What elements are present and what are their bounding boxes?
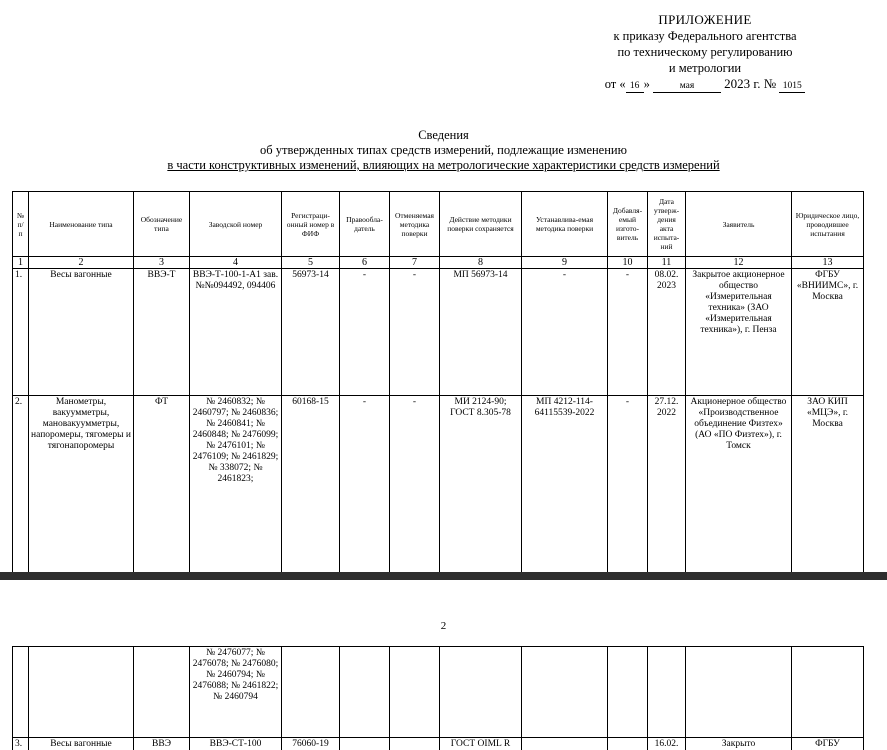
col-number: 11 <box>648 257 686 269</box>
cancelled-method: - <box>390 396 440 573</box>
type-name: Манометры, вакуумметры, мановакуумметры, напоромеры, тягомеры и тягонапоромеры <box>29 396 134 573</box>
cancelled-method <box>390 738 440 750</box>
title-line-2: об утвержденных типах средств измерений, подлежащие изменению <box>260 143 627 157</box>
table-row <box>13 269 864 396</box>
type-designation: ФТ <box>134 396 190 573</box>
registry-number <box>282 647 340 738</box>
order-month: мая <box>653 80 721 93</box>
registry-number: 56973-14 <box>282 269 340 396</box>
col-number: 10 <box>608 257 648 269</box>
col-number: 9 <box>522 257 608 269</box>
order-year: 2023 г. № <box>724 76 777 91</box>
testing-entity <box>792 647 864 738</box>
row-number: 2. <box>13 396 29 573</box>
order-number: 1015 <box>779 80 805 93</box>
table-row <box>13 738 864 750</box>
header-cell: Регистраци-онный номер в ФИФ <box>282 192 340 257</box>
page-number: 2 <box>440 620 447 632</box>
page-divider <box>0 572 887 580</box>
header-cell: Обозначение типа <box>134 192 190 257</box>
column-number-row <box>13 257 864 269</box>
header-cell: Юридическое лицо, проводившее испытания <box>792 192 864 257</box>
serial-numbers: № 2460832; № 2460797; № 2460836; № 2460841; № 2460848; № 2476099; № 2476101; № 2476109; № 2461829; № 338072; № 2461823; <box>190 396 282 573</box>
col-number: 6 <box>340 257 390 269</box>
row-number <box>13 647 29 738</box>
order-day: 16 <box>626 80 644 93</box>
document-title <box>0 128 887 173</box>
document-page-2 <box>0 580 887 750</box>
table-header-row <box>13 192 864 257</box>
header-cell: № п/ п <box>13 192 29 257</box>
header-cell: Устанавлива-емая методика поверки <box>522 192 608 257</box>
serial-numbers: ВВЭ-СТ-100 <box>190 738 282 750</box>
appendix-line: к приказу Федерального агентства <box>613 29 797 43</box>
cancelled-method <box>390 647 440 738</box>
approval-date: 16.02. <box>648 738 686 750</box>
type-name: Весы вагонные <box>29 269 134 396</box>
applicant <box>686 647 792 738</box>
table-row <box>13 647 864 738</box>
right-holder <box>340 647 390 738</box>
new-method <box>522 738 608 750</box>
col-number: 2 <box>29 257 134 269</box>
right-holder <box>340 738 390 750</box>
kept-method <box>440 647 522 738</box>
cancelled-method: - <box>390 269 440 396</box>
col-number: 1 <box>13 257 29 269</box>
header-cell: Правообла-датель <box>340 192 390 257</box>
date-prefix: от « <box>604 77 626 91</box>
kept-method: МИ 2124-90; ГОСТ 8.305-78 <box>440 396 522 573</box>
instruments-table-continued <box>12 646 864 750</box>
appendix-line: по техническому регулированию <box>617 45 793 59</box>
order-date-line <box>560 76 850 93</box>
type-designation: ВВЭ-Т <box>134 269 190 396</box>
col-number: 4 <box>190 257 282 269</box>
registry-number: 76060-19 <box>282 738 340 750</box>
applicant: Закрыто <box>686 738 792 750</box>
serial-numbers: № 2476077; № 2476078; № 2476080; № 2460794; № 2476088; № 2461822; № 2460794 <box>190 647 282 738</box>
testing-entity: ФГБУ <box>792 738 864 750</box>
header-cell: Добавля-емый изгото-витель <box>608 192 648 257</box>
instruments-table <box>12 191 864 572</box>
appendix-heading: ПРИЛОЖЕНИЕ <box>658 12 752 27</box>
header-cell: Наименование типа <box>29 192 134 257</box>
added-manufacturer: - <box>608 396 648 573</box>
header-cell: Заявитель <box>686 192 792 257</box>
header-cell: Заводской номер <box>190 192 282 257</box>
applicant: Закрытое акционерное общество «Измерительная техника» (ЗАО «Измерительная техника»), г. Пенза <box>686 269 792 396</box>
kept-method: МП 56973-14 <box>440 269 522 396</box>
right-holder: - <box>340 396 390 573</box>
new-method <box>522 647 608 738</box>
registry-number: 60168-15 <box>282 396 340 573</box>
added-manufacturer <box>608 647 648 738</box>
type-name: Весы вагонные <box>29 738 134 750</box>
added-manufacturer <box>608 738 648 750</box>
kept-method: ГОСТ OIML R <box>440 738 522 750</box>
applicant: Акционерное общество «Производственное объединение Физтех» (АО «ПО Физтех»), г. Томск <box>686 396 792 573</box>
added-manufacturer: - <box>608 269 648 396</box>
header-cell: Действие методики поверки сохраняется <box>440 192 522 257</box>
header-cell: Отменяемая методика поверки <box>390 192 440 257</box>
col-number: 7 <box>390 257 440 269</box>
appendix-block <box>560 12 850 93</box>
col-number: 13 <box>792 257 864 269</box>
appendix-line: и метрологии <box>668 61 742 75</box>
new-method: МП 4212-114-64115539-2022 <box>522 396 608 573</box>
right-holder: - <box>340 269 390 396</box>
row-number: 3. <box>13 738 29 750</box>
col-number: 3 <box>134 257 190 269</box>
testing-entity: ФГБУ «ВНИИМС», г. Москва <box>792 269 864 396</box>
header-cell: Дата утверж-дения акта испыта-ний <box>648 192 686 257</box>
col-number: 5 <box>282 257 340 269</box>
col-number: 8 <box>440 257 522 269</box>
serial-numbers: ВВЭ-Т-100-1-А1 зав. №№094492, 094406 <box>190 269 282 396</box>
testing-entity: ЗАО КИП «МЦЭ», г. Москва <box>792 396 864 573</box>
row-number: 1. <box>13 269 29 396</box>
approval-date: 27.12. 2022 <box>648 396 686 573</box>
type-designation: ВВЭ <box>134 738 190 750</box>
approval-date: 08.02. 2023 <box>648 269 686 396</box>
title-line-3: в части конструктивных изменений, влияющих на метрологические характеристики средств измерений <box>167 158 720 172</box>
new-method: - <box>522 269 608 396</box>
approval-date <box>648 647 686 738</box>
type-name <box>29 647 134 738</box>
table-row <box>13 396 864 573</box>
col-number: 12 <box>686 257 792 269</box>
type-designation <box>134 647 190 738</box>
title-line-1: Сведения <box>418 128 469 142</box>
date-mid: » <box>643 77 650 91</box>
